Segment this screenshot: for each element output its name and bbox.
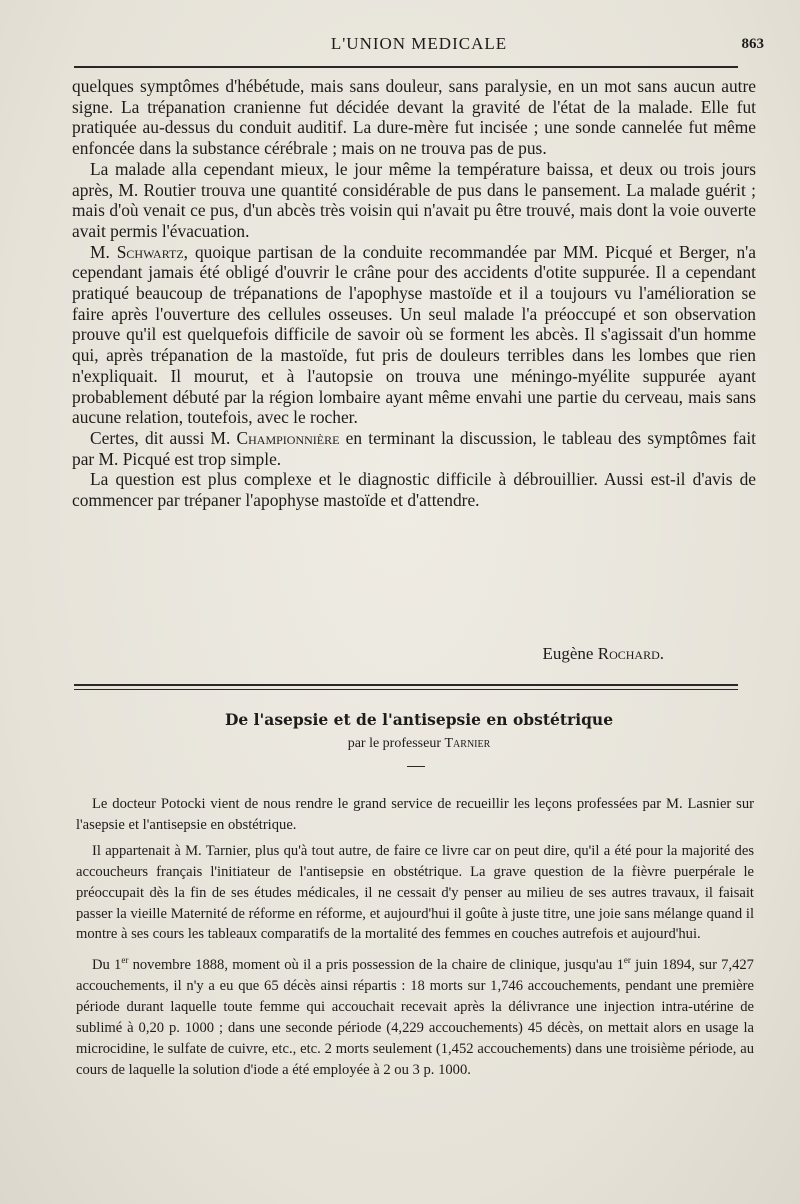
article-body [76, 794, 754, 1086]
paragraph-5: La question est plus complexe et le diagnostic difficile à débrouillier. Aussi est-il d'avis de commencer par trépaner l'apophyse mastoïde et d'attendre. [72, 469, 756, 511]
article-paragraph-1: Le docteur Potocki vient de nous rendre le grand service de recueillir les leçons professées par M. Lasnier sur l'asepsie et l'antisepsie en obstétrique. [76, 796, 754, 833]
p3-sup-1: er [121, 955, 129, 966]
byline-prefix: par le professeur [347, 736, 445, 751]
article-paragraph-3 [76, 950, 754, 1080]
running-header [74, 34, 764, 58]
paragraph-3-text: quoique partisan de la conduite recommandée par MM. Picqué et Berger, n'a cependant jamais été obligé d'ouvrir le crâne pour des accidents d'otite suppurée. Il a cependant pratiqué beaucoup de trépanations de l'apophyse mastoïde et il a toujours vu l'amélioration se faire après l'ouverture des cellules osseuses. Un seul malade l'a préoccupé et son observation prouve qu'il est quelquefois difficile de savoir où se forment les abcès. Il s'agissait d'un homme qui, après trépanation de la mastoïde, fut pris de douleurs terribles dans les lombes que rien n'expliquait. Il mourut, et à l'autopsie on trouva une méningo-myélite suppurée ayant probablement débuté par la région lombaire ayant même envahi une partie du cerveau, mais sans aucune relation, toutefois, avec le rocher. [72, 241, 756, 428]
article-byline [74, 736, 764, 752]
signature-first: Eugène [542, 644, 598, 663]
page-number: 863 [741, 36, 764, 52]
journal-title: L'UNION MEDICALE [330, 34, 508, 53]
p3-part-a: Du 1 [92, 957, 122, 974]
article-title: De l'asepsie et de l'antisepsie en obstétrique [224, 710, 614, 729]
paragraph-4-after: en terminant la discussion, le tableau des symptômes fait par M. Picqué est trop simple. [72, 427, 756, 469]
section-separator [74, 684, 738, 690]
paragraph-4-before: Certes, dit aussi M. [90, 427, 237, 448]
paragraph-2: La malade alla cependant mieux, le jour même la température baissa, et deux ou trois jours après, M. Routier trouva une quantité considérable de pus dans le pansement. La malade guérit ; mais d'où venait ce pus, d'un abcès très voisin qui n'avait pu être trouvé, mais dont la voie ouverte avait permis l'évacuation. [72, 158, 756, 241]
header-rule [74, 66, 738, 68]
p3-part-c: juin 1894, sur 7,427 accouchements, il n'y a eu que 65 décès ainsi répartis : 18 morts sur 1,746 accouchements, pendant une première période durant laquelle toute femme qui accouchait recevait après la délivrance une injection intra-utérine de sublimé à 0,20 p. 1000 ; dans une seconde période (4,229 accouchements) 45 décès, on mettait alors en usage la microcidine, le sulfate de cuivre, etc., etc. 2 morts seulement (1,452 accouchements) dans une troisième période, au cours de laquelle la solution d'iode a été employée à 2 ou 3 p. 1000. [76, 957, 754, 1078]
signature-last: Rochard. [597, 644, 664, 663]
article-paragraph-2: Il appartenait à M. Tarnier, plus qu'à tout autre, de faire ce livre car on peut dire, qu'il a été pour la majorité des accoucheurs français l'initiateur de l'antisepsie en obstétrique. La grave question de la fièvre puerpérale le préoccupait dès la fin de ses études médicales, il ne cessait d'y penser au milieu de ses autres travaux, il faisait passer la vieille Maternité de réforme en réforme, et aujourd'hui il goûte à juste titre, une joie sans mélange quand il montre à ses cours les tableaux comparatifs de la mortalité des femmes en couches autrefois et aujourd'hui. [76, 842, 754, 943]
paragraph-1: quelques symptômes d'hébétude, mais sans douleur, sans paralysie, en un mot sans aucun autre signe. La trépanation cranienne fut décidée devant la gravité de l'état de la malade. Elle fut pratiquée au-dessus du conduit auditif. La dure-mère fut incisée ; une sonde cannelée fut même enfoncée dans la substance cérébrale ; mais on ne trouva pas de pus. [72, 76, 756, 159]
paragraph-3 [72, 242, 756, 428]
name-schwartz: M. Schwartz, [90, 241, 189, 262]
author-signature [72, 644, 664, 664]
previous-article-text [72, 76, 756, 511]
title-dash [407, 766, 425, 767]
name-championniere: Championnière [236, 427, 340, 448]
p3-sup-2: er [623, 955, 631, 966]
p3-part-b: novembre 1888, moment où il a pris possession de la chaire de clinique, jusqu'au 1 [128, 957, 624, 974]
paragraph-4 [72, 428, 756, 469]
byline-name: Tarnier [444, 736, 491, 751]
